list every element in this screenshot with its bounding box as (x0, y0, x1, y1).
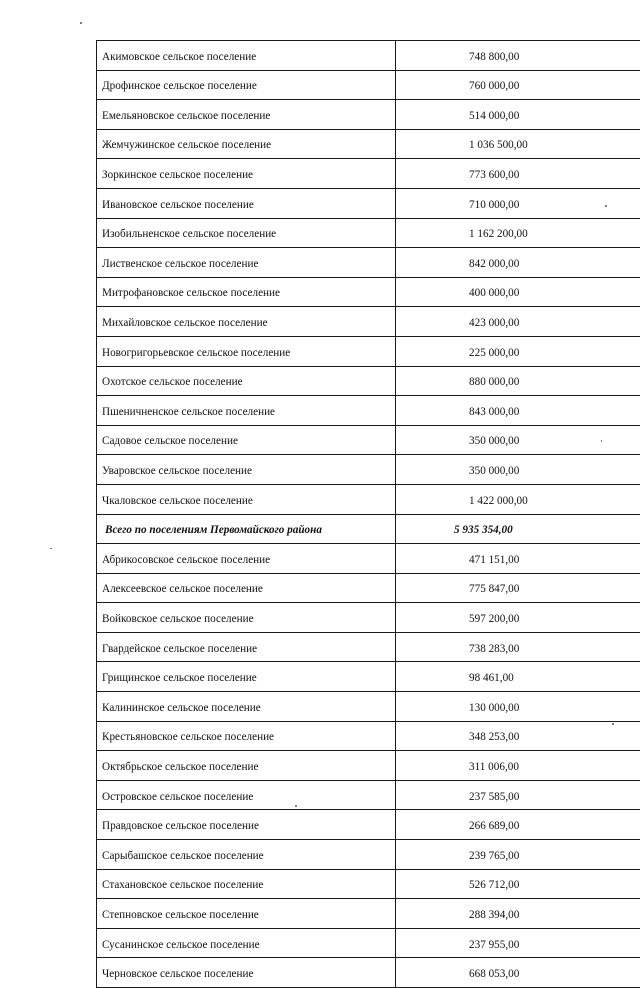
total-amount: 5 935 354,00 (396, 514, 640, 544)
table-row (97, 455, 640, 485)
settlement-name: Зоркинское сельское поселение (97, 159, 396, 189)
table-row (97, 41, 640, 71)
settlement-amount: 348 253,00 (396, 721, 640, 751)
table-row (97, 573, 640, 603)
table-row (97, 928, 640, 958)
table-body (97, 41, 640, 988)
scan-speck (605, 205, 607, 207)
settlement-amount: 748 800,00 (396, 41, 640, 71)
table-row (97, 307, 640, 337)
table-row (97, 810, 640, 840)
settlement-name: Дрофинское сельское поселение (97, 70, 396, 100)
scan-speck (612, 723, 614, 725)
settlement-amount: 597 200,00 (396, 603, 640, 633)
table-row (97, 366, 640, 396)
settlement-name: Уваровское сельское поселение (97, 455, 396, 485)
table-row (97, 396, 640, 426)
settlement-name: Михайловское сельское поселение (97, 307, 396, 337)
settlement-name: Чкаловское сельское поселение (97, 484, 396, 514)
table-row (97, 603, 640, 633)
settlement-amount: 1 422 000,00 (396, 484, 640, 514)
settlement-name: Сусанинское сельское поселение (97, 928, 396, 958)
settlement-amount: 471 151,00 (396, 544, 640, 574)
settlement-name: Сарыбашское сельское поселение (97, 840, 396, 870)
scan-speck (80, 22, 82, 24)
table-row (97, 958, 640, 988)
settlement-amount: 311 006,00 (396, 751, 640, 781)
settlement-name: Войковское сельское поселение (97, 603, 396, 633)
settlement-amount: 130 000,00 (396, 692, 640, 722)
settlement-amount: 98 461,00 (396, 662, 640, 692)
table-row (97, 248, 640, 278)
settlement-name: Гвардейское сельское поселение (97, 632, 396, 662)
settlement-amount: 738 283,00 (396, 632, 640, 662)
settlement-amount: 710 000,00 (396, 188, 640, 218)
settlement-name: Ивановское сельское поселение (97, 188, 396, 218)
settlements-budget-table (96, 40, 640, 988)
settlement-name: Охотское сельское поселение (97, 366, 396, 396)
settlement-name: Митрофановское сельское поселение (97, 277, 396, 307)
settlement-name: Абрикосовское сельское поселение (97, 544, 396, 574)
settlement-amount: 239 765,00 (396, 840, 640, 870)
settlement-name: Пшеничненское сельское поселение (97, 396, 396, 426)
table-row (97, 692, 640, 722)
table-row (97, 869, 640, 899)
table-row (97, 277, 640, 307)
table-row (97, 751, 640, 781)
settlement-name: Емельяновское сельское поселение (97, 100, 396, 130)
table-row (97, 218, 640, 248)
settlement-amount: 423 000,00 (396, 307, 640, 337)
settlement-name: Жемчужинское сельское поселение (97, 129, 396, 159)
settlement-amount: 775 847,00 (396, 573, 640, 603)
settlement-amount: 237 585,00 (396, 780, 640, 810)
table-row (97, 425, 640, 455)
settlement-name: Островское сельское поселение (97, 780, 396, 810)
settlement-name: Лиственское сельское поселение (97, 248, 396, 278)
settlement-amount: 1 036 500,00 (396, 129, 640, 159)
settlement-amount: 350 000,00 (396, 455, 640, 485)
settlement-amount: 842 000,00 (396, 248, 640, 278)
settlement-name: Правдовское сельское поселение (97, 810, 396, 840)
table-row (97, 129, 640, 159)
table-row (97, 544, 640, 574)
scan-speck (601, 440, 602, 442)
settlement-amount: 350 000,00 (396, 425, 640, 455)
settlement-amount: 400 000,00 (396, 277, 640, 307)
settlement-name: Крестьяновское сельское поселение (97, 721, 396, 751)
settlement-amount: 773 600,00 (396, 159, 640, 189)
settlement-amount: 760 000,00 (396, 70, 640, 100)
table-row (97, 721, 640, 751)
table-row (97, 780, 640, 810)
settlement-name: Изобильненское сельское поселение (97, 218, 396, 248)
table-row (97, 662, 640, 692)
scan-speck (50, 548, 52, 549)
total-row (97, 514, 640, 544)
settlement-name: Черновское сельское поселение (97, 958, 396, 988)
table-row (97, 632, 640, 662)
settlement-name: Алексеевское сельское поселение (97, 573, 396, 603)
settlement-name: Грищинское сельское поселение (97, 662, 396, 692)
settlement-name: Октябрьское сельское поселение (97, 751, 396, 781)
settlement-amount: 880 000,00 (396, 366, 640, 396)
table-row (97, 899, 640, 929)
settlement-amount: 266 689,00 (396, 810, 640, 840)
settlement-amount: 288 394,00 (396, 899, 640, 929)
settlement-name: Акимовское сельское поселение (97, 41, 396, 71)
settlement-name: Стахановское сельское поселение (97, 869, 396, 899)
settlement-amount: 843 000,00 (396, 396, 640, 426)
settlement-amount: 526 712,00 (396, 869, 640, 899)
table-row (97, 100, 640, 130)
settlement-amount: 668 053,00 (396, 958, 640, 988)
table-row (97, 336, 640, 366)
settlement-name: Степновское сельское поселение (97, 899, 396, 929)
settlement-amount: 514 000,00 (396, 100, 640, 130)
settlement-amount: 237 955,00 (396, 928, 640, 958)
table-row (97, 70, 640, 100)
settlement-name: Новогригорьевское сельское поселение (97, 336, 396, 366)
table-row (97, 484, 640, 514)
table-row (97, 159, 640, 189)
scan-speck (295, 805, 297, 807)
settlement-name: Садовое сельское поселение (97, 425, 396, 455)
settlement-name: Калининское сельское поселение (97, 692, 396, 722)
table-row (97, 188, 640, 218)
total-label: Всего по поселениям Первомайского района (97, 514, 396, 544)
settlement-amount: 225 000,00 (396, 336, 640, 366)
table-row (97, 840, 640, 870)
settlement-amount: 1 162 200,00 (396, 218, 640, 248)
